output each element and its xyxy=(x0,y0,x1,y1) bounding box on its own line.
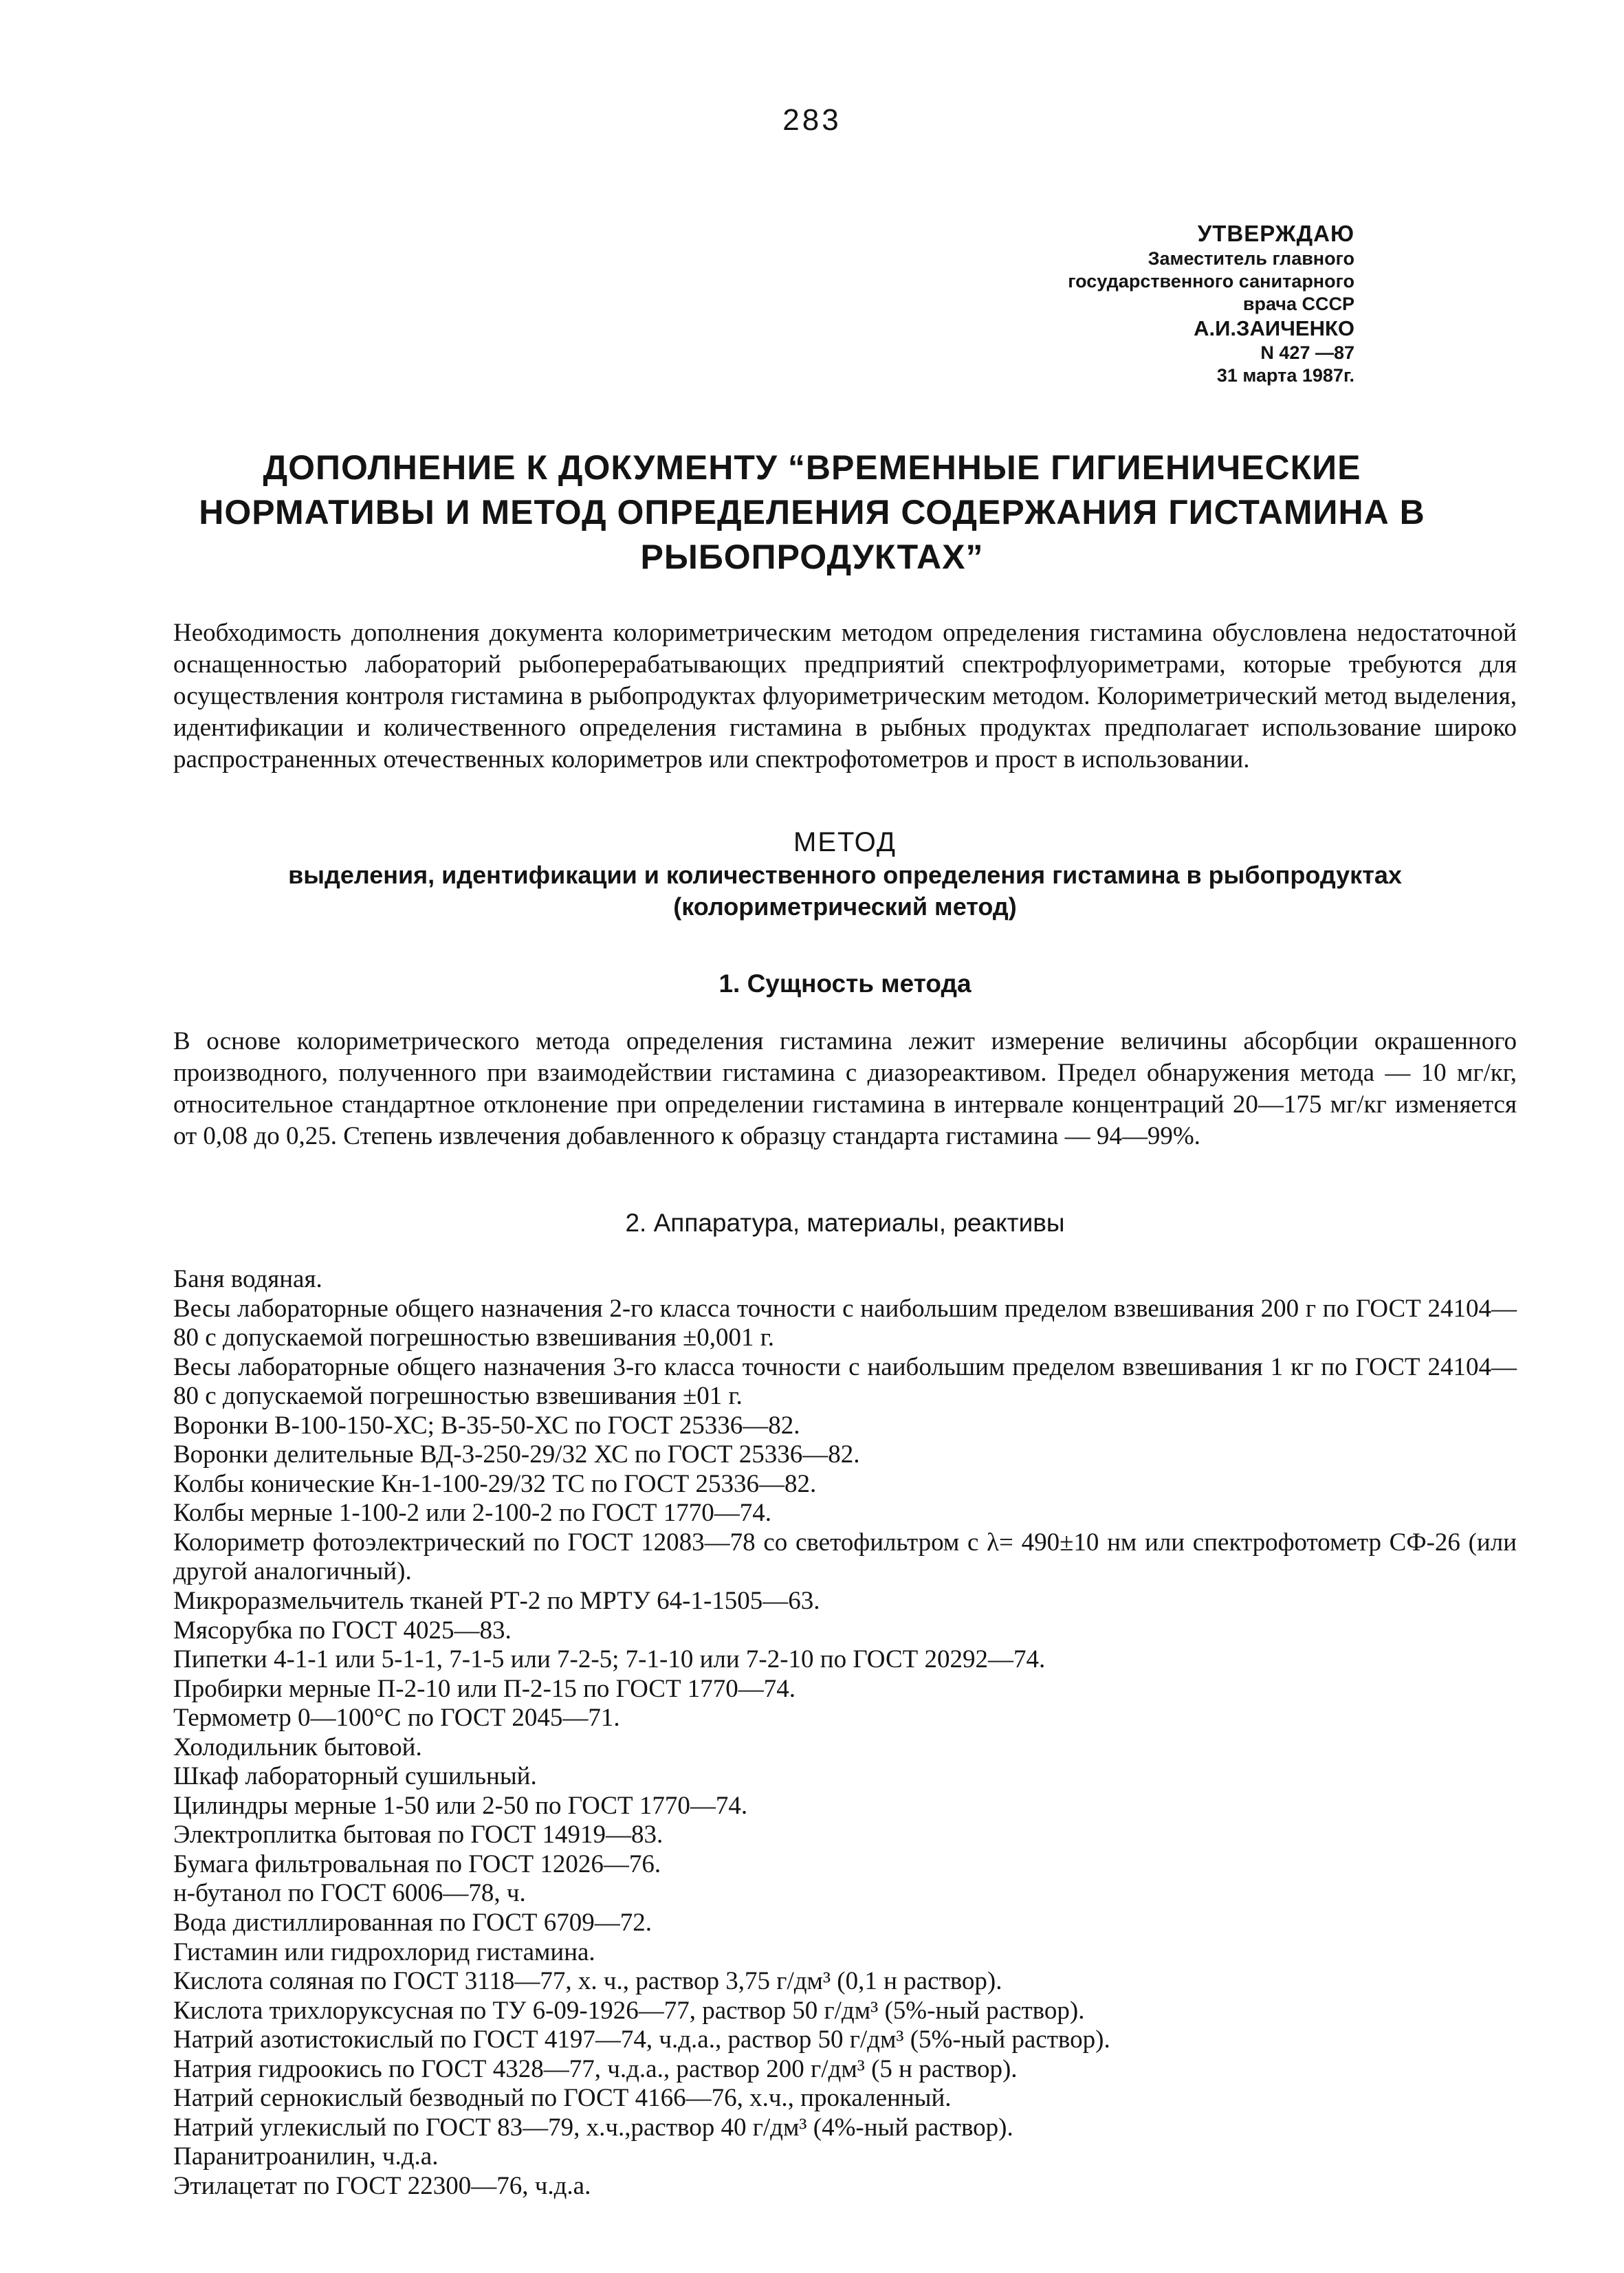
list-item: Весы лабораторные общего назначения 3-го класса точности с наибольшим пределом взвешивания 1 кг по ГОСТ 24104—80 с допускаемой погрешностью взвешивания ±01 г. xyxy=(173,1352,1517,1411)
approval-date: 31 марта 1987г. xyxy=(1216,364,1354,386)
page-number: 283 xyxy=(782,103,842,137)
list-item: Холодильник бытовой. xyxy=(173,1733,422,1761)
list-item: Бумага фильтровальная по ГОСТ 12026—76. xyxy=(173,1849,661,1878)
approval-title: УТВЕРЖДАЮ xyxy=(1197,221,1354,246)
method-title: МЕТОД xyxy=(793,827,897,857)
list-item: Воронки делительные ВД-3-250-29/32 ХС по ГОСТ 25336—82. xyxy=(173,1440,860,1469)
list-item: Мясорубка по ГОСТ 4025—83. xyxy=(173,1616,512,1645)
list-item: Весы лабораторные общего назначения 2-го класса точности с наибольшим пределом взвешивания 200 г по ГОСТ 24104—80 с допускаемой погрешностью взвешивания ±0,001 г. xyxy=(173,1294,1517,1352)
list-item: Натрий азотистокислый по ГОСТ 4197—74, ч.д.а., раствор 50 г/дм³ (5%-ный раствор). xyxy=(173,2025,1110,2054)
list-item: Пробирки мерные П-2-10 или П-2-15 по ГОСТ 1770—74. xyxy=(173,1674,796,1703)
list-item: Баня водяная. xyxy=(173,1265,322,1293)
method-heading xyxy=(173,825,1517,922)
list-item: Натрий углекислый по ГОСТ 83—79, х.ч.,раствор 40 г/дм³ (4%-ный раствор). xyxy=(173,2113,1013,2142)
document-title: ДОПОЛНЕНИЕ К ДОКУМЕНТУ “ВРЕМЕННЫЕ ГИГИЕНИЧЕСКИЕ НОРМАТИВЫ И МЕТОД ОПРЕДЕЛЕНИЯ СОДЕРЖАНИЯ ГИСТАМИНА В РЫБОПРОДУКТАХ” xyxy=(199,448,1425,576)
section1-paragraph: В основе колориметрического метода определения гистамина лежит измерение величины абсорбции окрашенного производного, полученного при взаимодействии гистамина с диазореактивом. Предел обнаружения метода — 10 мг/кг, относительное стандартное отклонение при определении гистамина в интервале концентраций 20—175 мг/кг изменяется от 0,08 до 0,25. Степень извлечения добавленного к образцу стандарта гистамина — 94—99%. xyxy=(173,1027,1517,1150)
list-item: Натрий сернокислый безводный по ГОСТ 4166—76, х.ч., прокаленный. xyxy=(173,2084,952,2113)
list-item: Натрия гидроокись по ГОСТ 4328—77, ч.д.а., раствор 200 г/дм³ (5 н раствор). xyxy=(173,2054,1018,2083)
approval-position-line: государственного санитарного xyxy=(1068,271,1354,292)
list-item: Электроплитка бытовая по ГОСТ 14919—83. xyxy=(173,1821,663,1849)
list-item: Колбы мерные 1-100-2 или 2-100-2 по ГОСТ 1770—74. xyxy=(173,1499,771,1528)
list-item: Колбы конические Кн-1-100-29/32 ТС по ГОСТ 25336—82. xyxy=(173,1469,817,1498)
approval-block xyxy=(1068,220,1354,387)
method-note: (колориметрический метод) xyxy=(673,892,1017,921)
section1-heading: 1. Сущность метода xyxy=(718,969,972,998)
approval-position-line: врача СССР xyxy=(1242,294,1354,315)
list-item: Шкаф лабораторный сушильный. xyxy=(173,1762,537,1791)
method-subtitle: выделения, идентификации и количественного определения гистамина в рыбопродуктах xyxy=(288,861,1402,890)
list-item: Кислота соляная по ГОСТ 3118—77, х. ч., раствор 3,75 г/дм³ (0,1 н раствор). xyxy=(173,1967,1002,1996)
section2-heading: 2. Аппаратура, материалы, реактивы xyxy=(625,1209,1065,1237)
list-item: Микроразмельчитель тканей РТ-2 по МРТУ 64-1-1505—63. xyxy=(173,1587,820,1616)
list-item: Пипетки 4-1-1 или 5-1-1, 7-1-5 или 7-2-5; 7-1-10 или 7-2-10 по ГОСТ 20292—74. xyxy=(173,1645,1046,1674)
intro-paragraph: Необходимость дополнения документа колориметрическим методом определения гистамина обусловлена недостаточной оснащенностью лабораторий рыбоперерабатывающих предприятий спектрофлуориметрами, которые требуются для осуществления контроля гистамина в рыбопродуктах флуориметрическим методом. Колориметрический метод выделения, идентификации и количественного определения гистамина в рыбных продуктах предполагает использование широко распространенных отечественных колориметров или спектрофотометров и прост в использовании. xyxy=(173,619,1517,773)
list-item: Этилацетат по ГОСТ 22300—76, ч.д.а. xyxy=(173,2171,591,2200)
apparatus-list xyxy=(173,1265,1517,2201)
list-item: н-бутанол по ГОСТ 6006—78, ч. xyxy=(173,1879,526,1908)
list-item: Вода дистиллированная по ГОСТ 6709—72. xyxy=(173,1909,652,1937)
list-item: Колориметр фотоэлектрический по ГОСТ 12083—78 со светофильтром с λ= 490±10 нм или спектрофотометр СФ-26 (или другой аналогичный). xyxy=(173,1528,1517,1586)
approval-number: N 427 —87 xyxy=(1260,342,1354,363)
list-item: Паранитроанилин, ч.д.а. xyxy=(173,2142,439,2171)
approval-position-line: Заместитель главного xyxy=(1148,248,1354,270)
list-item: Кислота трихлоруксусная по ТУ 6-09-1926—77, раствор 50 г/дм³ (5%-ный раствор). xyxy=(173,1996,1085,2025)
list-item: Воронки В-100-150-ХС; В-35-50-ХС по ГОСТ 25336—82. xyxy=(173,1411,800,1440)
list-item: Гистамин или гидрохлорид гистамина. xyxy=(173,1937,595,1966)
list-item: Цилиндры мерные 1-50 или 2-50 по ГОСТ 1770—74. xyxy=(173,1791,748,1820)
approval-name: А.И.ЗАИЧЕНКО xyxy=(1194,316,1354,341)
list-item: Термометр 0—100°С по ГОСТ 2045—71. xyxy=(173,1704,620,1733)
